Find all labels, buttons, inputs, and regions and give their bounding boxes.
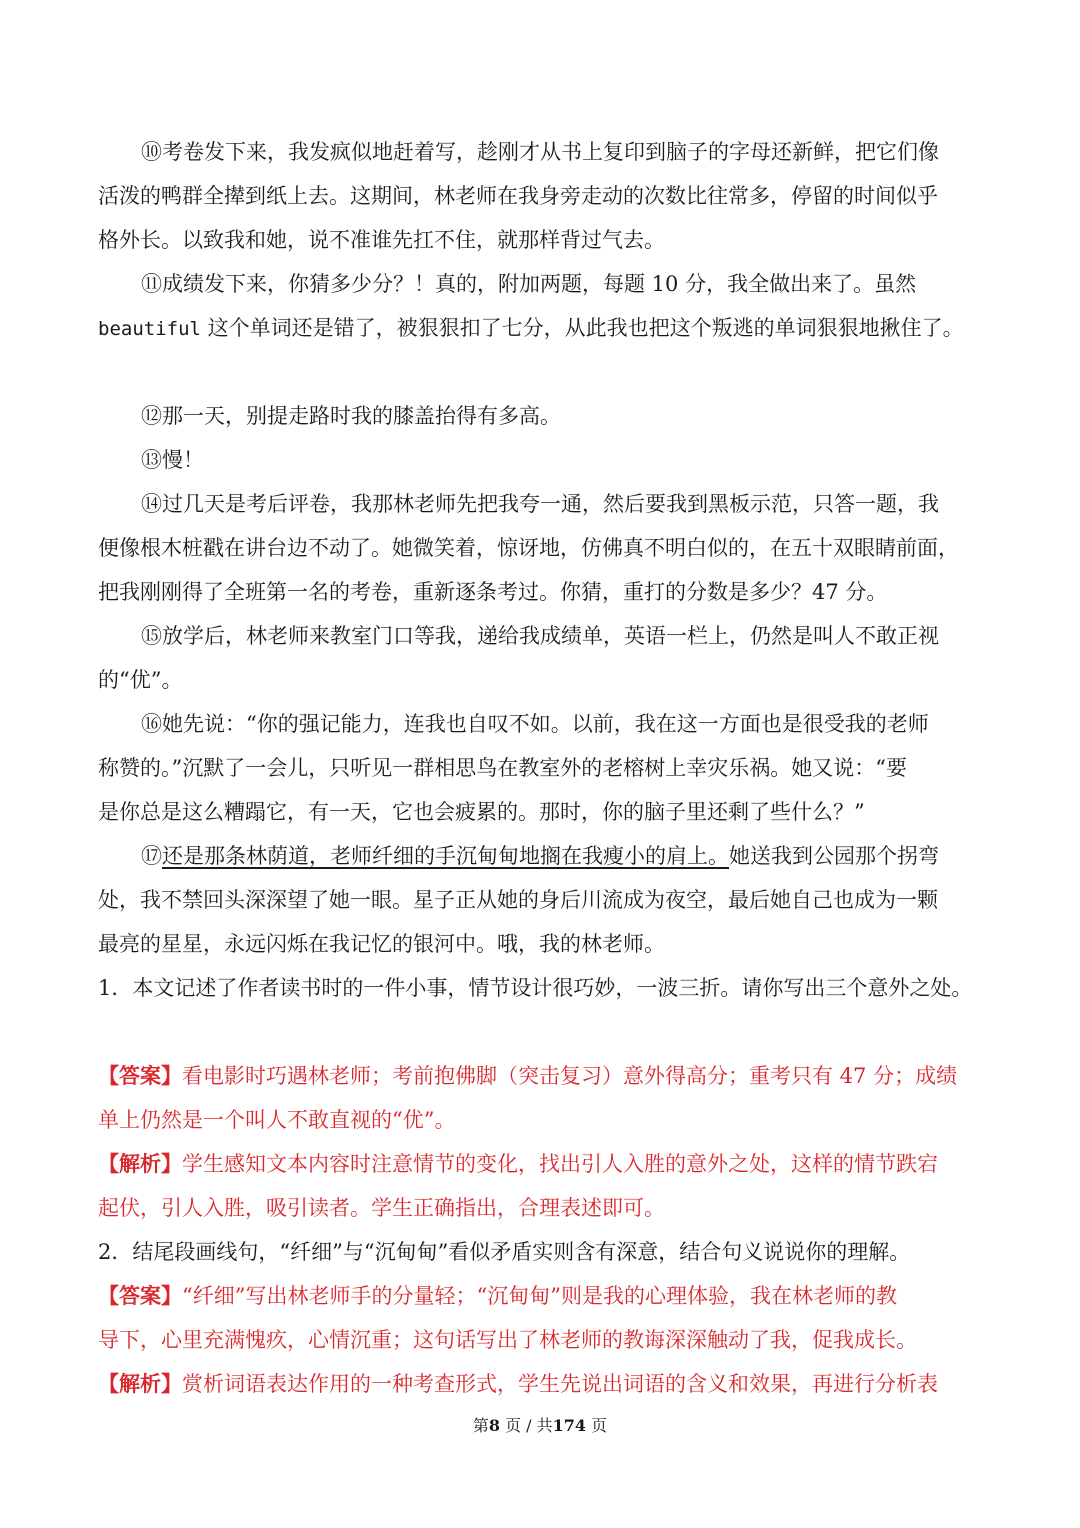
answer-line: [98, 1274, 982, 1318]
page-number: 8: [488, 1416, 500, 1435]
footer-mid: 页 / 共: [500, 1416, 553, 1435]
paragraph-line: ⑭过几天是考后评卷，我那林老师先把我夸一通，然后要我到黑板示范，只答一题，我: [141, 492, 939, 516]
answer-text: “纤细”写出林老师手的分量轻；“沉甸甸”则是我的心理体验，我在林老师的教: [182, 1284, 897, 1308]
answer-tag: 【答案】: [98, 1063, 182, 1088]
paragraph-13: ⑬慢！: [141, 448, 204, 472]
question-2: 2．结尾段画线句，“纤细”与“沉甸甸”看似矛盾实则含有深意，结合句义说说你的理解。: [98, 1240, 911, 1264]
paragraph-line: [98, 306, 982, 350]
paragraph-15: [98, 614, 982, 702]
paragraph-line: 是你总是这么糟蹋它，有一天，它也会疲累的。那时，你的脑子里还剩了些什么？”: [98, 800, 865, 824]
paragraph-line: 活泼的鸭群全撵到纸上去。这期间，林老师在我身旁走动的次数比往常多，停留的时间似乎: [98, 184, 938, 208]
paragraph-12: ⑫那一天，别提走路时我的膝盖抬得有多高。: [141, 404, 561, 428]
analysis-line: 起伏，引人入胜，吸引读者。学生正确指出，合理表述即可。: [98, 1196, 665, 1220]
total-pages: 174: [552, 1416, 587, 1435]
answer-tag: 【答案】: [98, 1283, 182, 1308]
paragraph-16: [98, 702, 982, 834]
analysis-text: 赏析词语表达作用的一种考查形式，学生先说出词语的含义和效果，再进行分析表: [182, 1372, 938, 1396]
question-1-answer: [98, 1054, 982, 1142]
paragraph-line: ⑩考卷发下来，我发疯似地赶着写，趁刚才从书上复印到脑子的字母还新鲜，把它们像: [141, 140, 939, 164]
english-word: beautiful: [98, 318, 201, 340]
paragraph-number: ⑰: [141, 844, 162, 868]
paragraph-line: 处，我不禁回头深深望了她一眼。星子正从她的身后川流成为夜空，最后她自己也成为一颗: [98, 888, 938, 912]
paragraph-17: [98, 834, 982, 966]
page-footer: [0, 1414, 1080, 1438]
document-body: [98, 130, 982, 1406]
paragraph-line: ⑪成绩发下来，你猜多少分？！真的，附加两题，每题 10 分，我全做出来了。虽然: [141, 272, 917, 296]
paragraph-11: [98, 262, 982, 350]
analysis-line: [98, 1142, 982, 1186]
question-2-analysis: [98, 1362, 982, 1406]
answer-line: [98, 1054, 982, 1098]
paragraph-line: 便像根木桩戳在讲台边不动了。她微笑着，惊讶地，仿佛真不明白似的，在五十双眼睛前面，: [98, 536, 959, 560]
question-1-analysis: [98, 1142, 982, 1230]
blank-gap: [98, 1010, 982, 1054]
question-2-answer: [98, 1274, 982, 1362]
analysis-text: 学生感知文本内容时注意情节的变化，找出引人入胜的意外之处，这样的情节跌宕: [182, 1152, 938, 1176]
paragraph-line: ⑮放学后，林老师来教室门口等我，递给我成绩单，英语一栏上，仍然是叫人不敢正视: [141, 624, 939, 648]
paragraph-line: ⑯她先说：“你的强记能力，连我也自叹不如。以前，我在这一方面也是很受我的老师: [141, 712, 929, 736]
answer-line: 单上仍然是一个叫人不敢直视的“优”。: [98, 1108, 456, 1132]
analysis-tag: 【解析】: [98, 1151, 182, 1176]
question-1: 1．本文记述了作者读书时的一件小事，情节设计很巧妙，一波三折。请你写出三个意外之处。: [98, 976, 973, 1000]
paragraph-line: 把我刚刚得了全班第一名的考卷，重新逐条考过。你猜，重打的分数是多少？47 分。: [98, 580, 888, 604]
paragraph-text: 她送我到公园那个拐弯: [729, 844, 939, 868]
footer-prefix: 第: [472, 1416, 489, 1435]
paragraph-14: [98, 482, 982, 614]
underlined-sentence: 还是那条林荫道，老师纤细的手沉甸甸地搁在我瘦小的肩上。: [162, 844, 729, 868]
footer-suffix: 页: [586, 1416, 608, 1435]
answer-text: 看电影时巧遇林老师；考前抱佛脚（突击复习）意外得高分；重考只有 47 分；成绩: [182, 1064, 958, 1088]
paragraph-line: 称赞的。”沉默了一会儿，只听见一群相思鸟在教室外的老榕树上幸灾乐祸。她又说：“要: [98, 756, 907, 780]
analysis-line: [98, 1362, 982, 1406]
answer-line: 导下，心里充满愧疚，心情沉重；这句话写出了林老师的教诲深深触动了我，促我成长。: [98, 1328, 917, 1352]
paragraph-line: 格外长。以致我和她，说不准谁先扛不住，就那样背过气去。: [98, 228, 665, 252]
paragraph-line: 的“优”。: [98, 668, 183, 692]
paragraph-text: 这个单词还是错了，被狠狠扣了七分，从此我也把这个叛逃的单词狠狠地揪住了。: [200, 316, 964, 340]
paragraph-10: [98, 130, 982, 262]
blank-gap: [98, 350, 982, 394]
analysis-tag: 【解析】: [98, 1371, 182, 1396]
paragraph-line: 最亮的星星，永远闪烁在我记忆的银河中。哦，我的林老师。: [98, 932, 665, 956]
paragraph-line: [98, 834, 982, 878]
